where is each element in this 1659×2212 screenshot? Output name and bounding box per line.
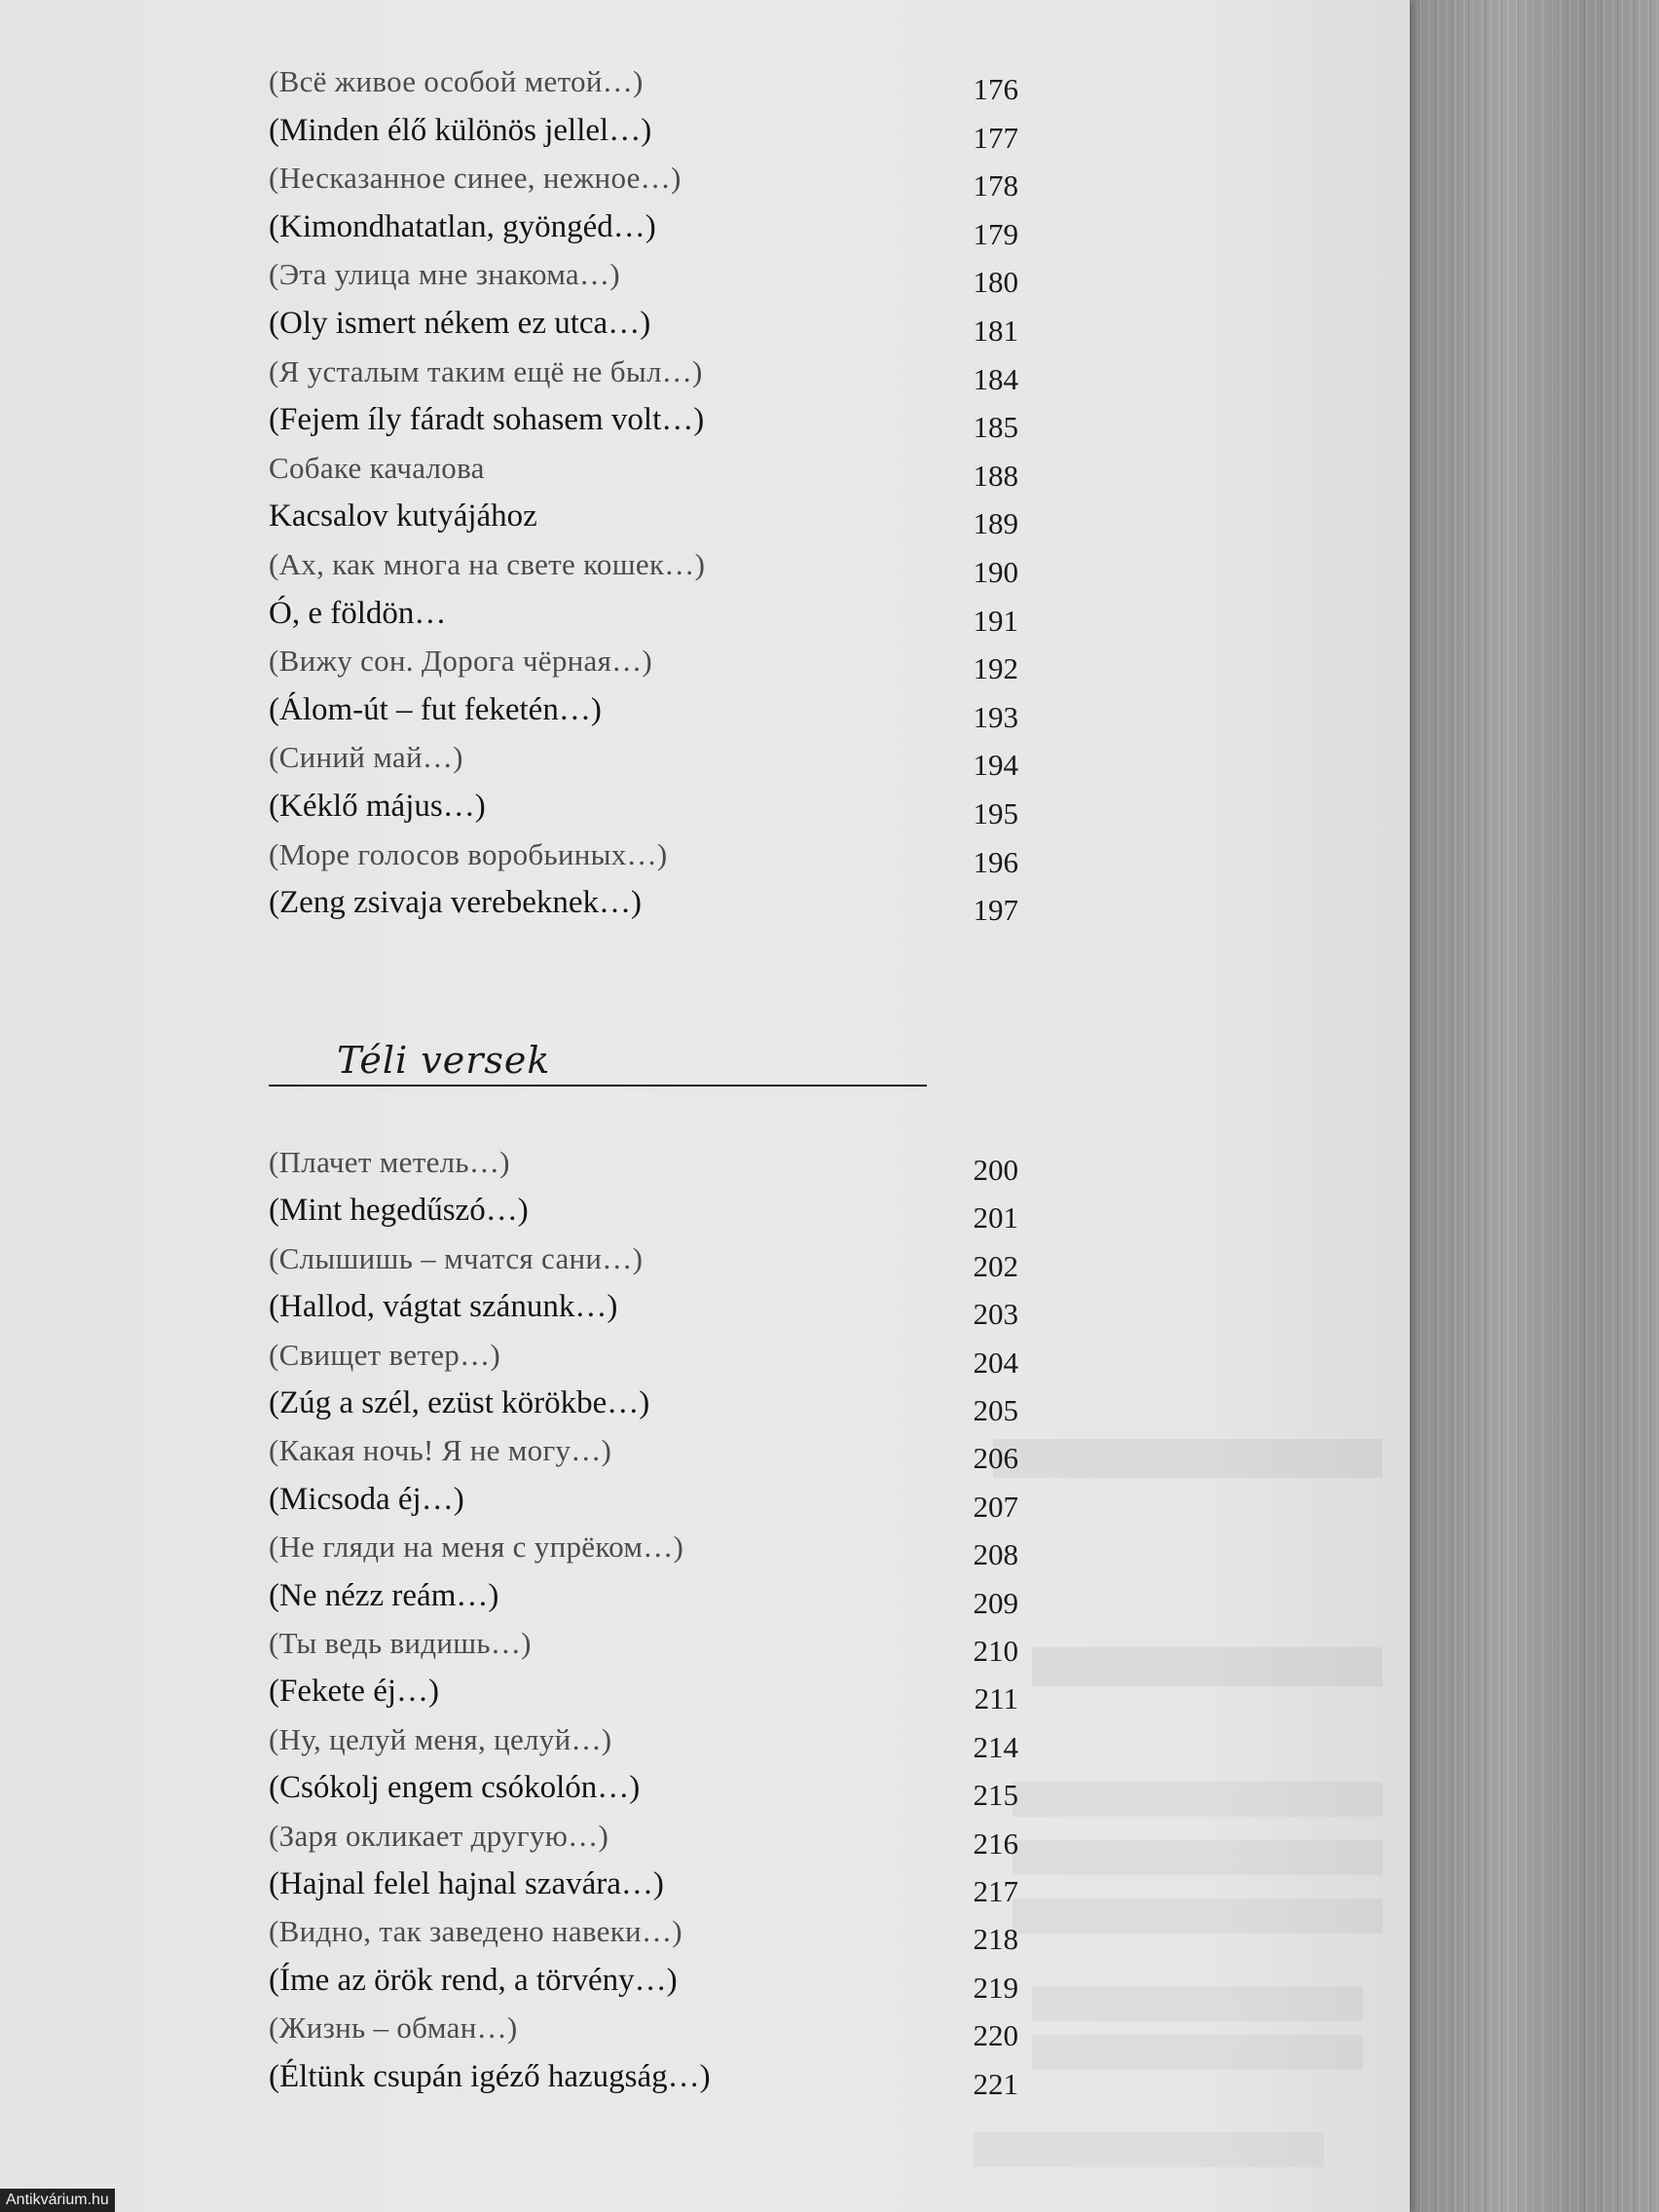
toc-entry-title: (Море голосов воробьиных…): [269, 836, 668, 871]
toc-entry-page-number: 197: [973, 893, 1018, 928]
toc-entry-page-number: 202: [973, 1248, 1018, 1283]
toc-entry-title: (Kimondhatatlan, gyöngéd…): [269, 208, 656, 244]
toc-entry: [269, 1237, 1018, 1283]
toc-entry: [269, 1670, 1018, 1716]
toc-entry-page-number: 190: [973, 555, 1018, 589]
bleed-through-text: [1032, 1647, 1382, 1686]
toc-entry: [269, 1478, 1018, 1524]
toc-entry-page-number: 220: [973, 2018, 1018, 2053]
toc-entry-title: (Всё живое особой метой…): [269, 64, 644, 98]
toc-entry-title: (Mint hegedűszó…): [269, 1193, 529, 1229]
toc-entry-page-number: 204: [973, 1345, 1018, 1380]
toc-entry-page-number: 178: [973, 168, 1018, 203]
toc-entry-page-number: 192: [973, 651, 1018, 686]
bleed-through-text: [1013, 1782, 1382, 1817]
toc-entry: [269, 785, 1018, 828]
bleed-through-text: [993, 1439, 1382, 1478]
toc-entry-page-number: 194: [973, 748, 1018, 783]
toc-entry-title: (Жизнь – обман…): [269, 2010, 518, 2046]
toc-entry: [269, 1718, 1018, 1764]
toc-entry: [269, 1574, 1018, 1620]
toc-entry-title: (Не гляди на меня с упрёком…): [269, 1530, 684, 1565]
toc-entry-title: (Fekete éj…): [269, 1674, 440, 1710]
toc-entry-title: (Minden élő különös jellel…): [269, 112, 652, 148]
watermark: Antikvárium.hu: [0, 2189, 115, 2212]
toc-entry: [269, 1334, 1018, 1380]
toc-entry: [269, 109, 1018, 155]
toc-entry: [269, 447, 1018, 493]
toc-entry: [269, 1285, 1018, 1332]
toc-entry-page-number: 203: [973, 1297, 1018, 1332]
toc-entry-page-number: 184: [973, 361, 1018, 396]
toc-entry: [269, 157, 1018, 203]
toc-entry: [269, 60, 1018, 106]
toc-entry: [269, 253, 1018, 300]
toc-entry-page-number: 201: [973, 1200, 1018, 1235]
table-surface: [1402, 0, 1659, 2212]
toc-entry: [269, 1959, 1018, 2005]
bleed-through-text: [1013, 1899, 1382, 1934]
toc-entry-title: (Слышишь – мчатся сани…): [269, 1240, 644, 1275]
toc-entry-title: (Csókolj engem csókolón…): [269, 1770, 641, 1806]
toc-entry-title: (Синий май…): [269, 740, 463, 775]
toc-entry-title: Собаке качалова: [269, 450, 485, 485]
bleed-through-text: [1013, 1840, 1382, 1875]
toc-entry: [269, 205, 1018, 251]
toc-entry-title: (Hallod, vágtat szánunk…): [269, 1289, 618, 1325]
toc-entry: [269, 1526, 1018, 1572]
toc-entry: [269, 1766, 1018, 1813]
toc-entry: [269, 1141, 1018, 1187]
toc-entry: [269, 736, 1018, 783]
section-heading: [269, 1036, 927, 1087]
toc-entry-title: (Oly ismert nékem ez utca…): [269, 306, 651, 341]
toc-entry-page-number: 177: [973, 120, 1018, 155]
toc-entry-page-number: 214: [973, 1729, 1018, 1764]
toc-entry-page-number: 221: [973, 2066, 1018, 2101]
toc-entry-page-number: 189: [973, 506, 1018, 541]
toc-entry-title: (Zeng zsivaja verebeknek…): [269, 885, 642, 921]
toc-entry-title: (Вижу сон. Дорога чёрная…): [269, 644, 653, 679]
toc-entry: [269, 1910, 1018, 1957]
toc-entry-page-number: 191: [973, 603, 1018, 638]
toc-entry-title: (Ну, целуй меня, целуй…): [269, 1721, 612, 1756]
toc-entry-page-number: 209: [973, 1585, 1018, 1620]
toc-entry-title: (Kéklő május…): [269, 789, 486, 824]
toc-entry-title: (Видно, так заведено навеки…): [269, 1914, 682, 1949]
toc-entry-page-number: 185: [973, 410, 1018, 445]
toc-entry-title: (Свищет ветер…): [269, 1337, 500, 1372]
toc-entry-page-number: 207: [973, 1489, 1018, 1524]
bleed-through-text: [1032, 1986, 1363, 2021]
toc-entry: [269, 302, 1018, 348]
toc-entry-page-number: 195: [973, 796, 1018, 830]
toc-entry-title: (Какая ночь! Я не могу…): [269, 1433, 612, 1468]
toc-entry: [269, 398, 1018, 445]
toc-entry: [269, 640, 1018, 686]
toc-entry-title: (Ne nézz reám…): [269, 1577, 499, 1613]
toc-entry-title: (Эта улица мне знакома…): [269, 257, 620, 292]
toc-entry-title: (Я усталым таким ещё не был…): [269, 353, 703, 388]
toc-entry: [269, 350, 1018, 396]
toc-entry: [269, 1429, 1018, 1476]
toc-entry-title: (Ты ведь видишь…): [269, 1626, 532, 1660]
toc-entry: [269, 543, 1018, 589]
toc-entry-title: (Ах, как многа на свете кошек…): [269, 547, 706, 581]
toc-entry-page-number: 215: [973, 1778, 1018, 1813]
toc-entry-title: (Заря окликает другую…): [269, 1818, 609, 1853]
section-heading-title: Téli versek: [337, 1039, 551, 1082]
toc-entry: [269, 2055, 1018, 2101]
toc-entry-title: (Zúg a szél, ezüst körökbe…): [269, 1385, 650, 1420]
toc-entry-title: Kacsalov kutyájához: [269, 498, 537, 535]
toc-entry-page-number: 218: [973, 1922, 1018, 1957]
toc-entry-page-number: 216: [973, 1825, 1018, 1861]
toc-entry: [269, 1382, 1018, 1427]
toc-entry: [269, 592, 1018, 638]
toc-entry: [269, 1815, 1018, 1861]
toc-entry: [269, 2007, 1018, 2053]
toc-entry-title: (Álom-út – fut feketén…): [269, 691, 602, 727]
toc-entry: [269, 1189, 1018, 1235]
toc-entry-page-number: 219: [973, 1970, 1018, 2005]
toc-entry-page-number: 211: [974, 1681, 1018, 1716]
toc-entry-page-number: 205: [973, 1393, 1018, 1427]
toc-entry: [269, 688, 1018, 734]
toc-entry-title: (Micsoda éj…): [269, 1481, 464, 1517]
toc-entry-page-number: 179: [973, 216, 1018, 251]
toc-entry-title: (Несказанное синее, нежное…): [269, 161, 682, 196]
toc-entry-page-number: 208: [973, 1537, 1018, 1572]
toc-entry-page-number: 217: [973, 1874, 1018, 1908]
bleed-through-text: [1032, 2035, 1363, 2070]
toc-entry-page-number: 210: [973, 1634, 1018, 1668]
toc-entry-page-number: 180: [973, 265, 1018, 300]
bleed-through-text: [974, 2132, 1324, 2167]
toc-entry-page-number: 200: [973, 1153, 1018, 1187]
toc-entry: [269, 881, 1018, 928]
toc-entry-title: (Íme az örök rend, a törvény…): [269, 1962, 678, 1998]
toc-entry-page-number: 193: [973, 699, 1018, 734]
toc-entry-page-number: 181: [973, 313, 1018, 348]
toc-entry-title: (Hajnal felel hajnal szavára…): [269, 1866, 664, 1901]
toc-entry: [269, 833, 1018, 879]
toc-entry-title: Ó, e földön…: [269, 595, 447, 631]
toc-entry-title: (Fejem íly fáradt sohasem volt…): [269, 402, 705, 438]
toc-entry-page-number: 188: [973, 458, 1018, 493]
toc-entry: [269, 495, 1018, 541]
toc-entry-title: (Éltünk csupán igéző hazugság…): [269, 2058, 711, 2094]
toc-entry: [269, 1622, 1018, 1668]
toc-entry-page-number: 196: [973, 844, 1018, 879]
toc-entry-page-number: 206: [973, 1441, 1018, 1476]
toc-entry-title: (Плачет метель…): [269, 1145, 510, 1179]
toc-entry-page-number: 176: [973, 72, 1018, 106]
toc-entry: [269, 1862, 1018, 1908]
